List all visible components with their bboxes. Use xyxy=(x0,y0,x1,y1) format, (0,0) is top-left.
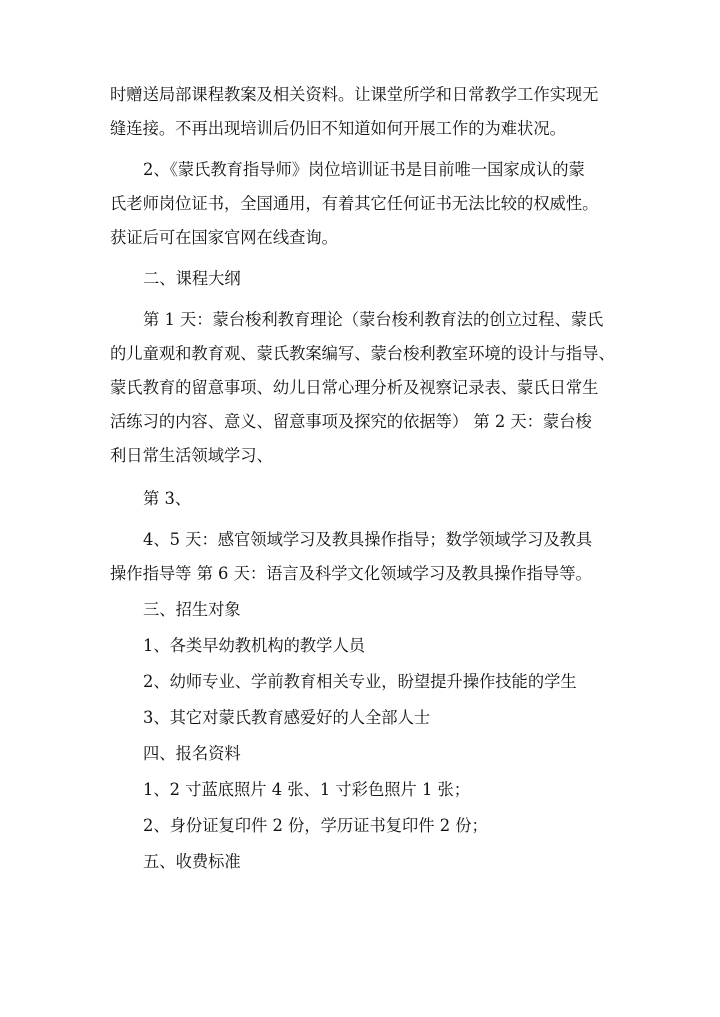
text-line: 4、5 天：感官领域学习及教具操作指导；数学领域学习及教具 xyxy=(143,530,593,549)
document-body xyxy=(110,78,620,879)
section-heading: 四、报名资料 xyxy=(143,744,241,763)
text-line: 缝连接。不再出现培训后仍旧不知道如何开展工作的为难状况。 xyxy=(110,119,566,138)
text-line: 蒙氏教育的留意事项、幼儿日常心理分析及视察记录表、蒙氏日常生 xyxy=(110,378,599,397)
text-line: 活练习的内容、意义、留意事项及探究的依据等） 第 2 天：蒙台梭 xyxy=(110,412,592,431)
section-heading: 五、收费标准 xyxy=(143,852,241,871)
text-line: 的儿童观和教育观、蒙氏教案编写、蒙台梭利教室环境的设计与指导、 xyxy=(110,344,615,363)
text-line: 3、其它对蒙氏教育感爱好的人全部人士 xyxy=(143,708,431,727)
text-line: 1、2 寸蓝底照片 4 张、1 寸彩色照片 1 张； xyxy=(143,780,471,799)
text-line: 时赠送局部课程教案及相关资料。让课堂所学和日常教学工作实现无 xyxy=(110,85,599,104)
text-line: 2、身份证复印件 2 份，学历证书复印件 2 份； xyxy=(143,816,488,835)
text-line: 操作指导等 第 6 天：语言及科学文化领域学习及教具操作指导等。 xyxy=(110,564,592,583)
section-heading: 三、招生对象 xyxy=(143,600,241,619)
text-line: 1、各类早幼教机构的教学人员 xyxy=(143,636,366,655)
section-heading: 二、课程大纲 xyxy=(143,269,241,288)
text-line: 第 1 天：蒙台梭利教育理论（蒙台梭利教育法的创立过程、蒙氏 xyxy=(143,310,604,329)
text-line: 2、幼师专业、学前教育相关专业，盼望提升操作技能的学生 xyxy=(143,672,577,691)
text-line: 利日常生活领域学习、 xyxy=(110,446,273,465)
text-line: 2、《蒙氏教育指导师》岗位培训证书是目前唯一国家成认的蒙 xyxy=(143,160,585,179)
text-line: 氏老师岗位证书，全国通用，有着其它任何证书无法比较的权威性。 xyxy=(110,194,599,213)
text-line: 第 3、 xyxy=(143,489,192,508)
text-line: 获证后可在国家官网在线查询。 xyxy=(110,228,338,247)
